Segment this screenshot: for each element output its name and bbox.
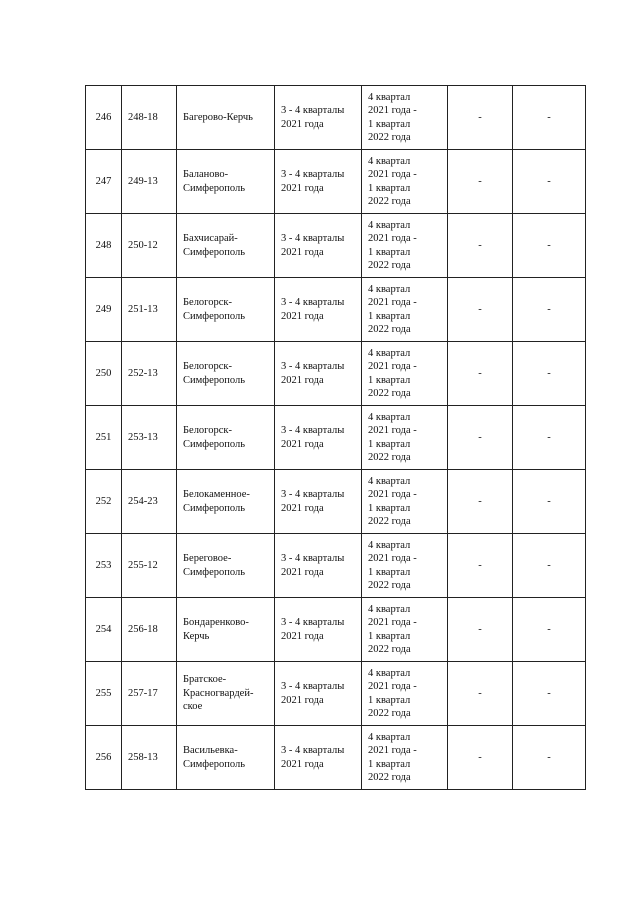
deadline-line: 4 квартал <box>368 731 411 743</box>
value-cell-7: - <box>513 214 586 278</box>
deadline-line: 2021 года - <box>368 233 417 244</box>
table-row <box>86 214 586 278</box>
route-name-cell <box>177 406 275 470</box>
deadline-line: 2021 года - <box>368 489 417 500</box>
row-number-cell: 255 <box>86 662 122 726</box>
value-cell-7: - <box>513 342 586 406</box>
deadline-cell <box>362 662 448 726</box>
value-cell-6: - <box>448 406 513 470</box>
deadline-line: 1 квартал <box>368 758 411 770</box>
route-name-text: Береговое- Симферополь <box>183 553 245 578</box>
table-row <box>86 406 586 470</box>
deadline-line: 1 квартал <box>368 502 411 514</box>
deadline-line: 2022 года <box>368 324 411 335</box>
table-row <box>86 662 586 726</box>
value-cell-6: - <box>448 86 513 150</box>
deadline-line: 2021 года - <box>368 617 417 628</box>
deadline-line: 1 квартал <box>368 310 411 322</box>
value-cell-6: - <box>448 470 513 534</box>
route-code-cell: 252-13 <box>122 342 177 406</box>
deadline-line: 2021 года - <box>368 169 417 180</box>
value-cell-7: - <box>513 406 586 470</box>
value-cell-7: - <box>513 598 586 662</box>
value-cell-7: - <box>513 470 586 534</box>
deadline-line: 1 квартал <box>368 438 411 450</box>
table-row <box>86 278 586 342</box>
row-number-cell: 247 <box>86 150 122 214</box>
row-number-cell: 254 <box>86 598 122 662</box>
deadline-line: 2022 года <box>368 708 411 719</box>
period-cell: 3 - 4 кварталы 2021 года <box>275 86 362 150</box>
route-name-text: Бондаренково- Керчь <box>183 617 249 642</box>
value-cell-6: - <box>448 278 513 342</box>
period-cell: 3 - 4 кварталы 2021 года <box>275 534 362 598</box>
route-name-cell <box>177 86 275 150</box>
route-code-cell: 250-12 <box>122 214 177 278</box>
value-cell-7: - <box>513 662 586 726</box>
deadline-line: 2022 года <box>368 132 411 143</box>
value-cell-7: - <box>513 278 586 342</box>
table-body <box>86 86 586 790</box>
route-code-cell: 256-18 <box>122 598 177 662</box>
deadline-line: 2021 года - <box>368 745 417 756</box>
deadline-line: 2022 года <box>368 388 411 399</box>
table-row <box>86 470 586 534</box>
value-cell-6: - <box>448 662 513 726</box>
route-code-cell: 258-13 <box>122 726 177 790</box>
table-row <box>86 150 586 214</box>
route-name-cell <box>177 534 275 598</box>
route-name-text: Багерово-Керчь <box>183 111 253 123</box>
period-cell: 3 - 4 кварталы 2021 года <box>275 150 362 214</box>
route-name-cell <box>177 150 275 214</box>
route-name-text: Бахчисарай- Симферополь <box>183 233 245 258</box>
deadline-line: 1 квартал <box>368 630 411 642</box>
deadline-line: 2021 года - <box>368 105 417 116</box>
table-row <box>86 342 586 406</box>
route-name-cell <box>177 726 275 790</box>
deadline-cell <box>362 214 448 278</box>
deadline-cell <box>362 86 448 150</box>
deadline-line: 2021 года - <box>368 425 417 436</box>
deadline-line: 4 квартал <box>368 667 411 679</box>
deadline-line: 2022 года <box>368 580 411 591</box>
value-cell-6: - <box>448 214 513 278</box>
deadline-line: 2022 года <box>368 196 411 207</box>
period-cell: 3 - 4 кварталы 2021 года <box>275 214 362 278</box>
route-name-text: Белогорск- Симферополь <box>183 297 245 322</box>
deadline-line: 2021 года - <box>368 297 417 308</box>
table-row <box>86 598 586 662</box>
route-name-cell <box>177 278 275 342</box>
deadline-cell <box>362 406 448 470</box>
deadline-cell <box>362 150 448 214</box>
row-number-cell: 252 <box>86 470 122 534</box>
period-cell: 3 - 4 кварталы 2021 года <box>275 662 362 726</box>
deadline-line: 4 квартал <box>368 347 411 359</box>
row-number-cell: 256 <box>86 726 122 790</box>
deadline-line: 1 квартал <box>368 118 411 130</box>
period-cell: 3 - 4 кварталы 2021 года <box>275 278 362 342</box>
deadline-cell <box>362 470 448 534</box>
deadline-line: 1 квартал <box>368 246 411 258</box>
row-number-cell: 253 <box>86 534 122 598</box>
deadline-line: 4 квартал <box>368 475 411 487</box>
route-name-cell <box>177 214 275 278</box>
route-name-text: Белогорск- Симферополь <box>183 361 245 386</box>
value-cell-7: - <box>513 150 586 214</box>
deadline-line: 4 квартал <box>368 539 411 551</box>
row-number-cell: 248 <box>86 214 122 278</box>
route-name-text: Белокаменное- Симферополь <box>183 489 250 514</box>
deadline-line: 2021 года - <box>368 553 417 564</box>
deadline-line: 2022 года <box>368 772 411 783</box>
route-name-text: Братское- Красногвардей- ское <box>183 674 254 713</box>
deadline-line: 1 квартал <box>368 694 411 706</box>
deadline-line: 4 квартал <box>368 603 411 615</box>
route-name-text: Белогорск- Симферополь <box>183 425 245 450</box>
route-code-cell: 249-13 <box>122 150 177 214</box>
deadline-line: 4 квартал <box>368 155 411 167</box>
route-name-cell <box>177 662 275 726</box>
deadline-line: 2021 года - <box>368 681 417 692</box>
route-name-text: Васильевка- Симферополь <box>183 745 245 770</box>
deadline-line: 1 квартал <box>368 566 411 578</box>
deadline-cell <box>362 598 448 662</box>
period-cell: 3 - 4 кварталы 2021 года <box>275 726 362 790</box>
deadline-line: 2022 года <box>368 452 411 463</box>
deadline-line: 4 квартал <box>368 91 411 103</box>
row-number-cell: 249 <box>86 278 122 342</box>
value-cell-7: - <box>513 86 586 150</box>
deadline-line: 4 квартал <box>368 219 411 231</box>
route-name-text: Баланово- Симферополь <box>183 169 245 194</box>
row-number-cell: 246 <box>86 86 122 150</box>
period-cell: 3 - 4 кварталы 2021 года <box>275 342 362 406</box>
deadline-line: 1 квартал <box>368 182 411 194</box>
route-code-cell: 248-18 <box>122 86 177 150</box>
deadline-line: 2022 года <box>368 516 411 527</box>
deadline-line: 2022 года <box>368 644 411 655</box>
table-row <box>86 534 586 598</box>
route-name-cell <box>177 342 275 406</box>
table-row <box>86 86 586 150</box>
period-cell: 3 - 4 кварталы 2021 года <box>275 406 362 470</box>
value-cell-6: - <box>448 150 513 214</box>
value-cell-6: - <box>448 598 513 662</box>
row-number-cell: 251 <box>86 406 122 470</box>
value-cell-7: - <box>513 726 586 790</box>
period-cell: 3 - 4 кварталы 2021 года <box>275 598 362 662</box>
route-code-cell: 253-13 <box>122 406 177 470</box>
value-cell-6: - <box>448 726 513 790</box>
deadline-line: 4 квартал <box>368 411 411 423</box>
deadline-line: 4 квартал <box>368 283 411 295</box>
route-code-cell: 257-17 <box>122 662 177 726</box>
routes-table <box>85 85 586 790</box>
deadline-line: 2021 года - <box>368 361 417 372</box>
route-name-cell <box>177 598 275 662</box>
deadline-line: 1 квартал <box>368 374 411 386</box>
deadline-cell <box>362 726 448 790</box>
table-row <box>86 726 586 790</box>
period-cell: 3 - 4 кварталы 2021 года <box>275 470 362 534</box>
deadline-cell <box>362 278 448 342</box>
route-code-cell: 254-23 <box>122 470 177 534</box>
route-code-cell: 251-13 <box>122 278 177 342</box>
value-cell-6: - <box>448 534 513 598</box>
value-cell-6: - <box>448 342 513 406</box>
deadline-cell <box>362 534 448 598</box>
route-code-cell: 255-12 <box>122 534 177 598</box>
row-number-cell: 250 <box>86 342 122 406</box>
route-name-cell <box>177 470 275 534</box>
deadline-cell <box>362 342 448 406</box>
deadline-line: 2022 года <box>368 260 411 271</box>
value-cell-7: - <box>513 534 586 598</box>
